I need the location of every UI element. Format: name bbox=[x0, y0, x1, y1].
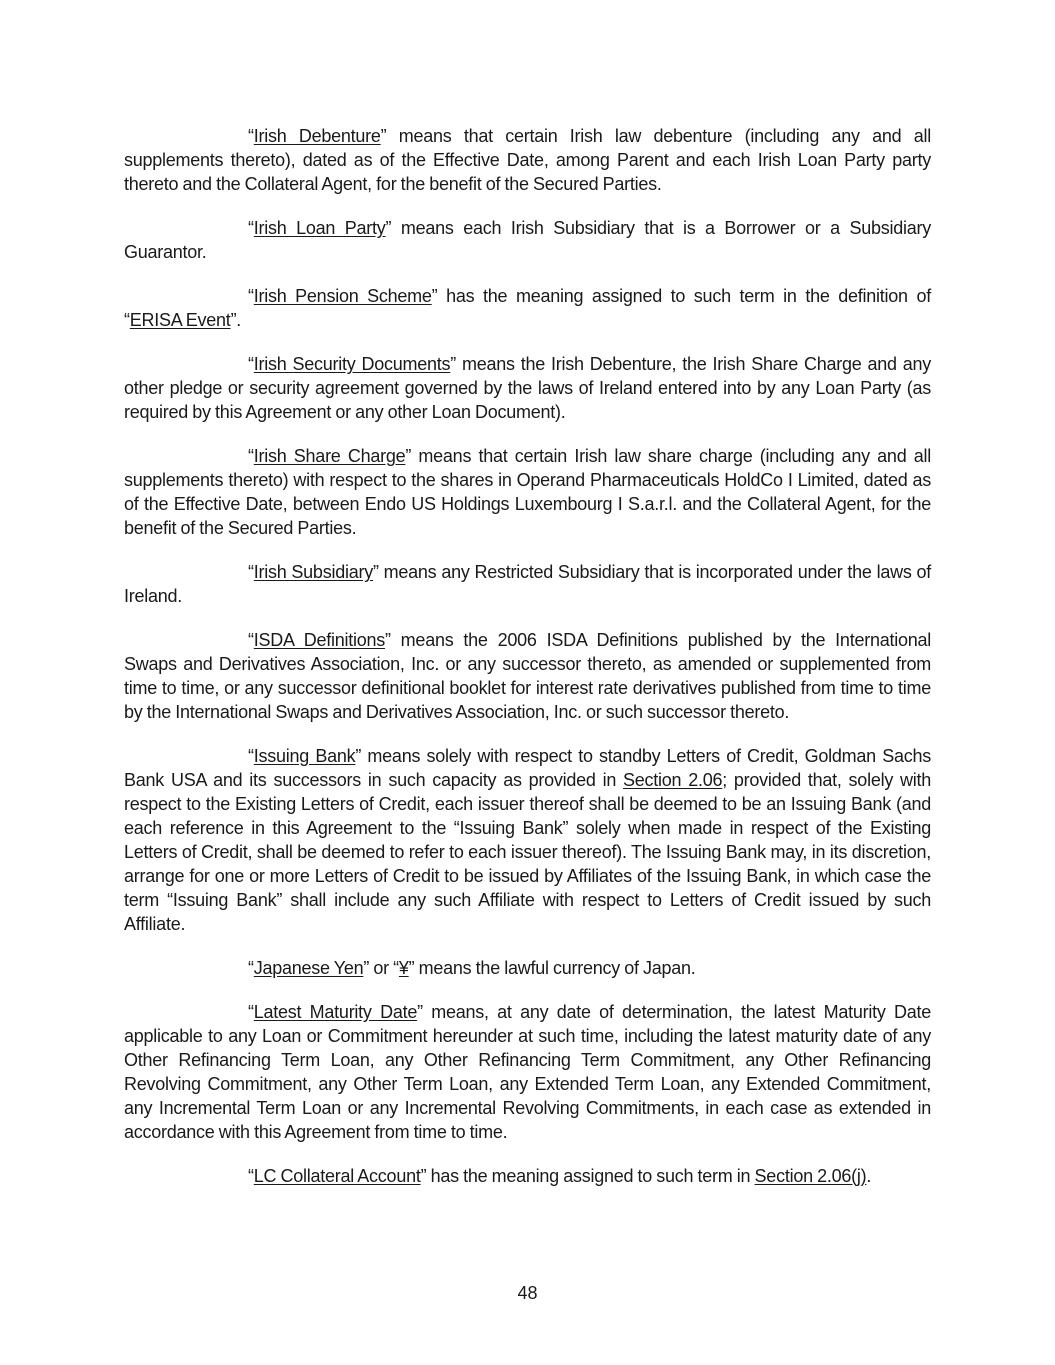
defined-term: LC Collateral Account bbox=[253, 1166, 421, 1186]
definition-text: ; provided that, solely with respect to the Existing Letters of Credit, each issuer thereof shall be deemed to be an Issuing Bank (and each reference in this Agreement to the “Issuing Bank” solely when made in respect of the Existing Letters of Credit, shall be deemed to refer to each issuer thereof). The Issuing Bank may, in its discretion, arrange for one or more Letters of Credit to be issued by Affiliates of the Issuing Bank, in which case the term “Issuing Bank” shall include any such Affiliate with respect to Letters of Credit issued by such Affiliate. bbox=[124, 770, 931, 934]
definition-text: means the 2006 ISDA Definitions published by the International Swaps and Derivatives Association, Inc. or any successor thereto, as amended or supplemented from time to time, or any successor definitional booklet for interest rate derivatives published from time to time by the International Swaps and Derivatives Association, Inc. or such successor thereto. bbox=[124, 630, 931, 722]
definition-text: or “ bbox=[369, 958, 399, 978]
page-number: 48 bbox=[517, 1283, 538, 1303]
definition-irish-pension-scheme: “Irish Pension Scheme” has the meaning assigned to such term in the definition of “ERISA Event”. bbox=[124, 286, 931, 330]
defined-term: Irish Subsidiary bbox=[253, 562, 373, 582]
cross-reference: Section 2.06 bbox=[623, 770, 723, 790]
definition-text: ” means the lawful currency of Japan. bbox=[408, 958, 696, 978]
definition-text: means, at any date of determination, the latest Maturity Date applicable to any Loan or Commitment hereunder at such time, including the latest maturity date of any Other Refinancing Term Loan, any Other Refinancing Term Commitment, any Other Refinancing Revolving Commitment, any Other Term Loan, any Extended Term Loan, any Extended Commitment, any Incremental Term Loan or any Incremental Revolving Commitments, in each case as extended in accordance with this Agreement from time to time. bbox=[124, 1002, 931, 1142]
definition-issuing-bank: “Issuing Bank” means solely with respect to standby Letters of Credit, Goldman Sachs Bank USA and its successors in such capacity as provided in Section 2.06; provided that, solely with respect to the Existing Letters of Credit, each issuer thereof shall be deemed to be an Issuing Bank (and each reference in this Agreement to the “Issuing Bank” solely when made in respect of the Existing Letters of Credit, shall be deemed to refer to each issuer thereof). The Issuing Bank may, in its discretion, arrange for one or more Letters of Credit to be issued by Affiliates of the Issuing Bank, in which case the term “Issuing Bank” shall include any such Affiliate with respect to Letters of Credit issued by such Affiliate. bbox=[124, 746, 931, 934]
definition-text: means that certain Irish law share charge (including any and all supplements thereto) with respect to the shares in Operand Pharmaceuticals HoldCo I Limited, dated as of the Effective Date, between Endo US Holdings Luxembourg I S.a.r.l. and the Collateral Agent, for the benefit of the Secured Parties. bbox=[124, 446, 931, 538]
defined-term: Irish Share Charge bbox=[253, 446, 406, 466]
currency-symbol: ¥ bbox=[398, 958, 409, 978]
definition-text: has the meaning assigned to such term in bbox=[426, 1166, 755, 1186]
definition-text: means solely with respect to standby Letters of Credit, Goldman Sachs Bank USA and its successors in such capacity as provided in bbox=[124, 746, 931, 790]
document-page bbox=[124, 124, 931, 1208]
definition-text: means each Irish Subsidiary that is a Borrower or a Subsidiary Guarantor. bbox=[124, 218, 931, 262]
definition-latest-maturity-date: “Latest Maturity Date” means, at any date of determination, the latest Maturity Date applicable to any Loan or Commitment hereunder at such time, including the latest maturity date of any Other Refinancing Term Loan, any Other Refinancing Term Commitment, any Other Refinancing Revolving Commitment, any Other Term Loan, any Extended Term Loan, any Extended Commitment, any Incremental Term Loan or any Incremental Revolving Commitments, in each case as extended in accordance with this Agreement from time to time. bbox=[124, 1002, 931, 1142]
definition-irish-security-documents: “Irish Security Documents” means the Irish Debenture, the Irish Share Charge and any other pledge or security agreement governed by the laws of Ireland entered into by any Loan Party (as required by this Agreement or any other Loan Document). bbox=[124, 354, 931, 422]
defined-term: Irish Loan Party bbox=[253, 218, 386, 238]
defined-term: Issuing Bank bbox=[253, 746, 356, 766]
definition-text: means that certain Irish law debenture (including any and all supplements thereto), dated as of the Effective Date, among Parent and each Irish Loan Party party thereto and the Collateral Agent, for the benefit of the Secured Parties. bbox=[124, 126, 931, 194]
definition-text: means the Irish Debenture, the Irish Share Charge and any other pledge or security agreement governed by the laws of Ireland entered into by any Loan Party (as required by this Agreement or any other Loan Document). bbox=[124, 354, 931, 422]
definition-lc-collateral-account: “LC Collateral Account” has the meaning assigned to such term in Section 2.06(j). bbox=[248, 1166, 872, 1186]
cross-reference: ERISA Event bbox=[129, 310, 231, 330]
definition-text: ”. bbox=[230, 310, 242, 330]
definition-text: means any Restricted Subsidiary that is incorporated under the laws of Ireland. bbox=[124, 562, 932, 606]
defined-term: Irish Security Documents bbox=[253, 354, 451, 374]
definition-japanese-yen: “Japanese Yen” or “¥” means the lawful currency of Japan. bbox=[248, 958, 696, 978]
definition-isda-definitions: “ISDA Definitions” means the 2006 ISDA Definitions published by the International Swaps and Derivatives Association, Inc. or any successor thereto, as amended or supplemented from time to time, or any successor definitional booklet for interest rate derivatives published from time to time by the International Swaps and Derivatives Association, Inc. or such successor thereto. bbox=[124, 630, 931, 722]
defined-term: Japanese Yen bbox=[253, 958, 364, 978]
defined-term: ISDA Definitions bbox=[253, 630, 385, 650]
definition-text: has the meaning assigned to such term in the definition of “ bbox=[124, 286, 931, 330]
definition-irish-loan-party: “Irish Loan Party” means each Irish Subsidiary that is a Borrower or a Subsidiary Guarantor. bbox=[124, 218, 931, 262]
definition-irish-share-charge: “Irish Share Charge” means that certain Irish law share charge (including any and all supplements thereto) with respect to the shares in Operand Pharmaceuticals HoldCo I Limited, dated as of the Effective Date, between Endo US Holdings Luxembourg I S.a.r.l. and the Collateral Agent, for the benefit of the Secured Parties. bbox=[124, 446, 931, 538]
defined-term: Irish Pension Scheme bbox=[253, 286, 432, 306]
definition-irish-debenture: “Irish Debenture” means that certain Irish law debenture (including any and all supplements thereto), dated as of the Effective Date, among Parent and each Irish Loan Party party thereto and the Collateral Agent, for the benefit of the Secured Parties. bbox=[124, 126, 931, 194]
cross-reference: Section 2.06(j) bbox=[754, 1166, 867, 1186]
defined-term: Irish Debenture bbox=[253, 126, 381, 146]
defined-term: Latest Maturity Date bbox=[253, 1002, 418, 1022]
definition-text: . bbox=[866, 1166, 872, 1186]
definition-irish-subsidiary: “Irish Subsidiary” means any Restricted Subsidiary that is incorporated under the laws of Ireland. bbox=[124, 562, 932, 606]
